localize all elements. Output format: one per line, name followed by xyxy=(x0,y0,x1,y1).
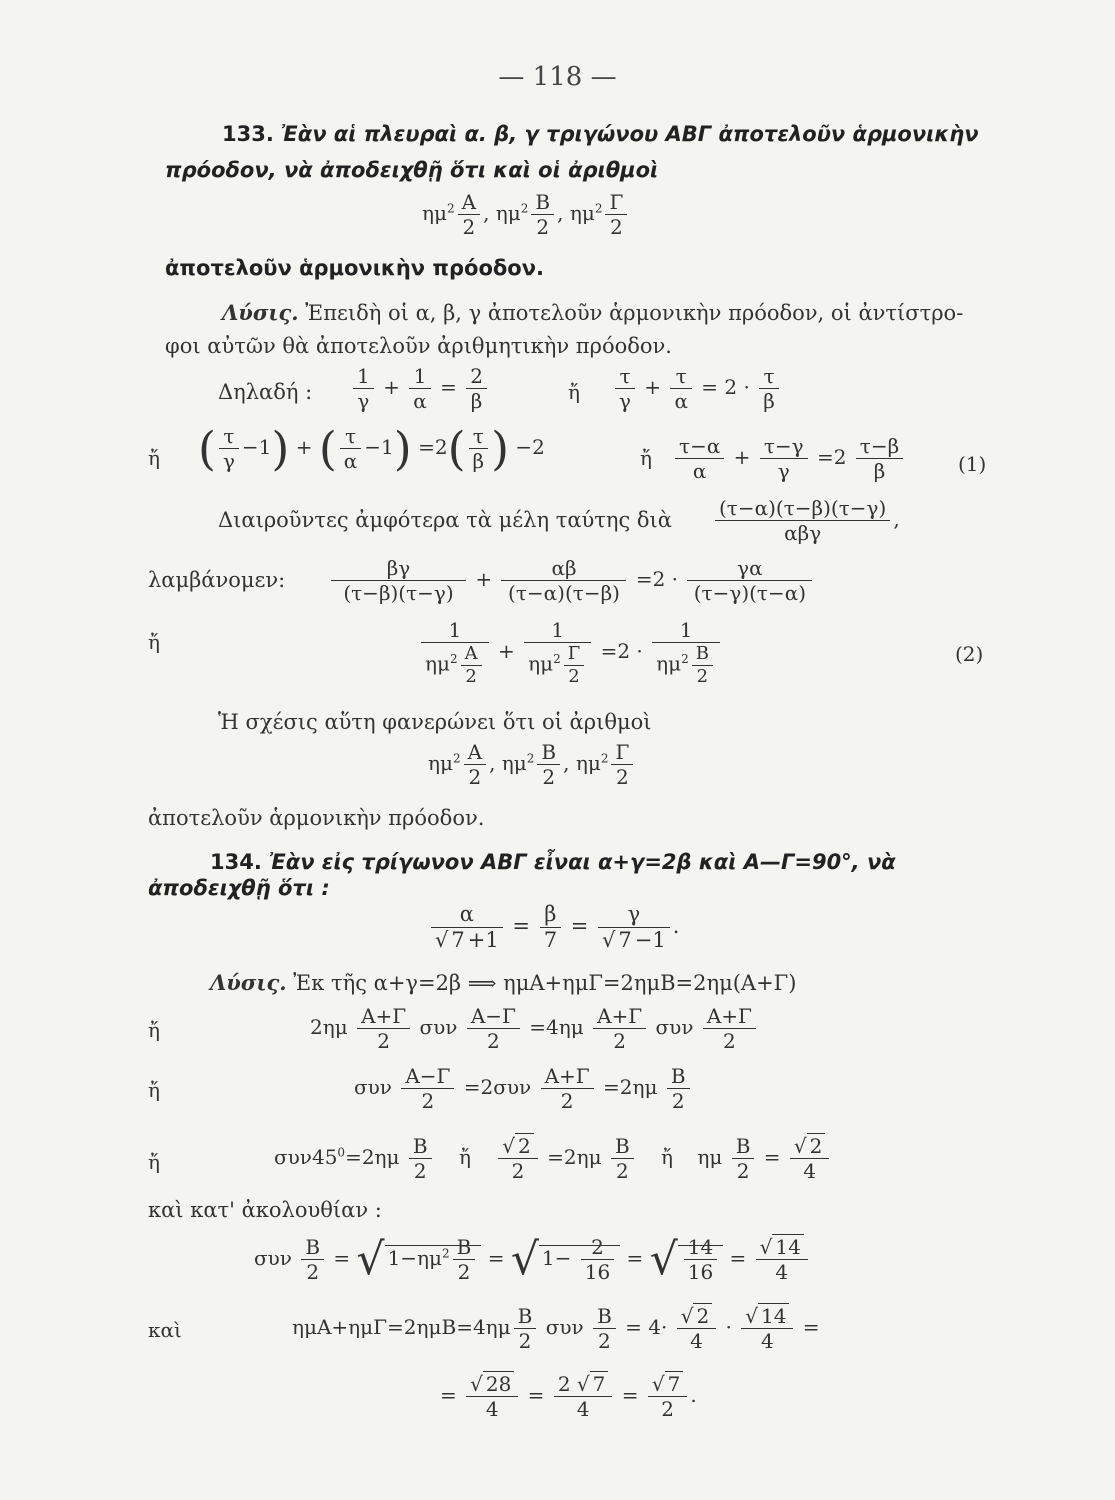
problem-133-statement-2: πρόοδον, νὰ ἀποδειχθῇ ὅτι καὶ οἱ ἀριθμοὶ xyxy=(165,158,659,182)
problem-133-line-1 xyxy=(222,122,979,146)
equation-sum-to-product: 2ημ $\frac{A+\Gamma}{2}$ συν $\frac{A-\Gamma}{2}$ =4ημ $\frac{A+\Gamma}{2}$ συν $\frac{A+\Gamma}{2}$ xyxy=(310,1004,759,1053)
equation-products: $\frac{\beta\gamma}{(\tau-\beta)(\tau-\gamma)}$ + $\frac{\alpha\beta}{(\tau-\alpha)(\tau-\beta)}$ =2 · $\frac{\gamma\alpha}{(\tau-\gamma)(\tau-\alpha)}$ xyxy=(328,556,815,605)
problem-134-solution-line xyxy=(210,970,796,995)
equation-cos45: $\sigma\upsilon\nu 45^0=2\eta\mu$ $\frac{B}{2}$ ἤ $\frac{√ 2}{2}$ =2ημ $\frac{B}{2}$ ἤ ημ $\frac{B}{2}$ = $\frac{√ 2}{4}$ xyxy=(274,1134,832,1183)
problem-133-numbers-expression: $\eta\mu^2$ $\frac{A}{2}$ , $\eta\mu^2$ $\frac{B}{2}$ , $\eta\mu^2$ $\frac{\Gamma}{2}$ xyxy=(422,190,630,239)
problem-134-line-1 xyxy=(210,850,896,874)
equation-cosine-half: συν $\frac{A-\Gamma}{2}$ =2συν $\frac{A+\Gamma}{2}$ =2ημ $\frac{B}{2}$ xyxy=(354,1064,693,1113)
solution-text-1: Ἐπειδὴ οἱ α, β, γ ἀποτελοῦν ἁρμονικὴν πρόοδον, οἱ ἀντίστρο- xyxy=(305,301,964,325)
or-word: ἤ xyxy=(640,446,652,470)
solution-intro: Ἐκ τῆς α+γ=2β xyxy=(293,971,462,995)
solution-result: ημΑ+ημΓ=2ημΒ=2ημ(Α+Γ) xyxy=(503,971,797,995)
or-word: ἤ xyxy=(148,446,160,470)
consequently-text: καὶ κατ' ἀκολουθίαν : xyxy=(148,1198,382,1222)
equation-reciprocals: $\frac{1}{\gamma}$ + $\frac{1}{\alpha}$ = $\frac{2}{\beta}$ xyxy=(350,364,490,413)
equation-sine-sum: ημΑ+ημΓ=2ημΒ=4ημ $\frac{B}{2}$ συν $\frac{B}{2}$ = 4· $\frac{√ 2}{4}$ · $\frac{√ 14}{4}$ = xyxy=(292,1304,820,1353)
or-word: ἤ xyxy=(148,630,160,654)
conclusion-text: ἀποτελοῦν ἁρμονικὴν πρόοδον. xyxy=(148,806,485,830)
divisor-fraction: $\frac{(\tau-\alpha)(\tau-\beta)(\tau-\gamma)}{\text{αβγ}}$ , xyxy=(712,496,900,545)
or-word: ἤ xyxy=(148,1018,160,1042)
problem-133-solution-line-1 xyxy=(222,300,963,325)
we-get-label: λαμβάνομεν: xyxy=(148,568,286,592)
solution-text-2: φοι αὐτῶν θὰ ἀποτελοῦν ἀριθμητικὴν πρόοδον. xyxy=(165,334,672,358)
or-word: ἤ xyxy=(148,1150,160,1174)
and-word: καὶ xyxy=(148,1318,182,1342)
problem-134-statement-1: Ἐὰν εἰς τρίγωνον ΑΒΓ εἶναι α+γ=2β καὶ Α—Γ=90°, νὰ xyxy=(269,850,896,874)
relation-text: Ἡ σχέσις αὕτη φανερώνει ὅτι οἱ ἀριθμοὶ xyxy=(218,710,652,734)
equation-tau-differences: $\frac{\tau-\alpha}{\alpha}$ + $\frac{\tau-\gamma}{\gamma}$ =2 $\frac{\tau-\beta}{\beta}$ xyxy=(672,434,906,483)
or-word: ἤ xyxy=(568,380,580,404)
solution-label-134: Λύσις. xyxy=(210,970,287,995)
solution-label: Λύσις. xyxy=(222,300,299,325)
equation-tau: $\frac{\tau}{\gamma}$ + $\frac{\tau}{\alpha}$ = 2 · $\frac{\tau}{\beta}$ xyxy=(612,364,782,413)
equation-reciprocal-sines: 1 $\eta\mu^2$ $\frac{A}{2}$ + 1 $\eta\mu^2$ $\frac{\Gamma}{2}$ =2 · 1 $\eta\mu^2$ $\frac{B}{2}$ xyxy=(418,618,723,687)
dividing-text: Διαιροῦντες ἀμφότερα τὰ μέλη ταύτης διὰ xyxy=(218,508,672,532)
problem-133-statement-1: Ἐὰν αἱ πλευραὶ α. β, γ τριγώνου ΑΒΓ ἀποτελοῦν ἁρμονικὴν xyxy=(281,122,979,146)
problem-134-statement-2: ἀποδειχθῇ ὅτι : xyxy=(148,876,330,900)
problem-133-number: 133. xyxy=(222,122,274,146)
problem-133-statement-3: ἀποτελοῦν ἁρμονικὴν πρόοδον. xyxy=(165,256,545,280)
or-word: ἤ xyxy=(148,1078,160,1102)
equation-label-1: (1) xyxy=(958,452,987,476)
numbers-expression-repeat: $\eta\mu^2$ $\frac{A}{2}$ , $\eta\mu^2$ $\frac{B}{2}$ , $\eta\mu^2$ $\frac{\Gamma}{2}$ xyxy=(428,740,636,789)
implies-arrow-icon: ⟹ xyxy=(467,971,497,995)
equation-cos-half-b: συν $\frac{B}{2}$ = √ $1-\eta\mu^2$ $\frac{B}{2}$ = √ 1− $\frac{2}{16}$ = √ $\frac{14}{16}$ = $\frac{√ 14}{4}$ xyxy=(254,1234,811,1285)
page-number: — 118 — xyxy=(498,62,617,92)
namely-label: Δηλαδή : xyxy=(218,380,313,404)
equation-label-2: (2) xyxy=(955,642,984,666)
problem-134-number: 134. xyxy=(210,850,262,874)
equation-ratios: $\frac{\alpha}{√ 7 +1}$ = $\frac{\beta}{7}$ = $\frac{\gamma}{√ 7 -1}$ . xyxy=(428,902,679,953)
equation-tau-minus-one: ( $\frac{\tau}{\gamma}$ −1) + ( $\frac{\tau}{\alpha}$ −1) =2( $\frac{\tau}{\beta}$ ) −2 xyxy=(198,421,545,476)
equation-final: = $\frac{√ 28}{4}$ = $\frac{2 √ 7}{4}$ = $\frac{√ 7}{2}$ . xyxy=(440,1372,697,1421)
